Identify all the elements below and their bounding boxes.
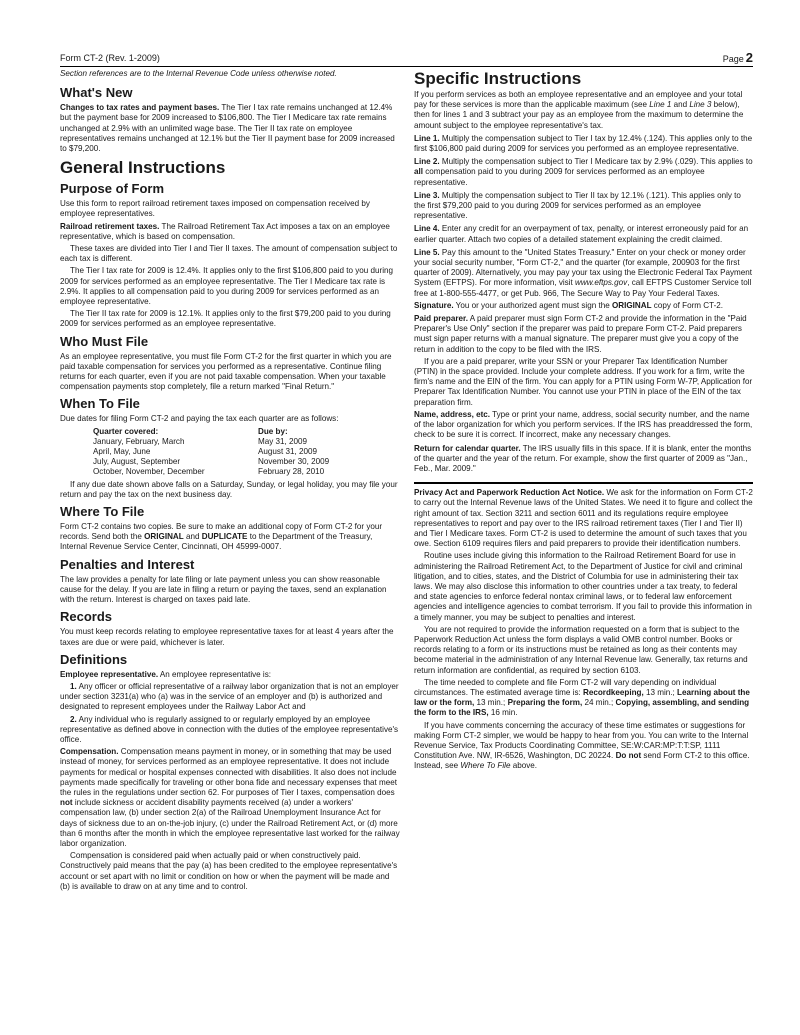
paid-preparer: Paid preparer. A paid preparer must sign Form CT-2 and provide the information in the "Paid Preparer's Use Only" section if the preparer was paid to prepare Form CT-2. Paid preparers must sign paper returns with a manual signature. The preparer must give you a copy of the return in addition to the copy to be filed with the IRS.	[414, 314, 747, 354]
definitions-heading: Definitions	[60, 651, 128, 667]
whats-new-text: Changes to tax rates and payment bases. The Tier I tax rate remains unchanged at 12.4% but the payment base for 2009 increased to $106,800. The Tier I Medicare tax rate remains unchanged at 2.9% with an unlimited wage base. The Tier II tax rate on employee representatives remains unchanged at 12.1% but the Tier II payment base for 2009 increased to $79,200.	[60, 103, 395, 154]
section-reference-note: Section references are to the Internal Revenue Code unless otherwise noted.	[60, 69, 337, 78]
specific-intro: If you perform services as both an employee representative and an employee and your total pay for these services is more than the applicable maximum (see Line 1 and Line 3 below), then for lines 1 and 3 subtract your pay as an employee from the maximum to determine the amount subject to the employee representative's tax.	[414, 90, 744, 130]
purpose-heading: Purpose of Form	[60, 181, 165, 197]
constructive-payment: Compensation is considered paid when actually paid or when constructively paid. Constructively paid means that the pay (a) has been credited to the employee representative's account or set apart with no limit or condition on how or when the payment will be made and (b) is available to draw on at any time and to control.	[60, 851, 398, 891]
line-2: Line 2. Multiply the compensation subject to Tier I Medicare tax by 2.9% (.029). This applies to all compensation paid to you during 2009 for services performed as an employee representative.	[414, 157, 753, 187]
purpose-p3: These taxes are divided into Tier I and Tier II taxes. The amount of compensation subject to each tax is different.	[60, 244, 398, 264]
right-column	[414, 69, 753, 774]
compensation-def: Compensation. Compensation means payment in money, or in something that may be used instead of money, for services performed as an employee representative. It does not include payments for medical or hospital expenses connected with disabilities. It also does not include payments made specifically for traveling or other bona fide and necessary expenses that meet the rules in the regulations under section 62. For purposes of Tier I taxes, compensation does not include sickness or accident disability payments received (a) under a workers' compensation law, (b) under section 2(a) of the Railroad Unemployment Insurance Act for days of sickness due to an on-the-job injury, (c) under the Railroad Retirement Act, or (d) more than 6 months after the month in which the employee representative last worked for the railway labor organization.	[60, 747, 400, 848]
where-to-file-text: Form CT-2 contains two copies. Be sure to make an additional copy of Form CT-2 for your records. Send both the ORIGINAL and DUPLICATE to the Department of the Treasury, Internal Revenue Service Center, Cincinnati, OH 45999-0007.	[60, 522, 383, 552]
table-row: January, February, March May 31, 2009	[93, 436, 308, 446]
table-row: July, August, September November 30, 2009	[93, 456, 330, 466]
due-date-table: Quarter covered: Due by: January, February, March May 31, 2009 April, May, June August 31, 2009 July, August, September November 30, 2009 October, November, December February 28, 2010	[93, 427, 343, 477]
employee-rep-def: Employee representative. An employee representative is:	[60, 669, 272, 679]
line-1: Line 1. Multiply the compensation subject to Tier I tax by 12.4% (.124). This applies only to the first $106,800 paid during 2009 for services you performed as an employee representative.	[414, 133, 753, 154]
when-to-file-intro: Due dates for filing Form CT-2 and paying the tax each quarter are as follows:	[60, 414, 339, 424]
specific-instructions-heading: Specific Instructions	[414, 69, 582, 88]
when-to-file-heading: When To File	[60, 396, 140, 412]
when-to-file-after: If any due date shown above falls on a Saturday, Sunday, or legal holiday, you may file your return and pay the tax on the next business day.	[60, 479, 398, 499]
paid-preparer-2: If you are a paid preparer, write your SSN or your Preparer Tax Identification Number (PTIN) in the space provided. Include your complete address. If you work for a firm, write the firm's name and the EIN of the firm. You can apply for a PTIN using Form W-7P, Application for Preparer Tax Identification Number. You cannot use your PTIN in place of the EIN of the tax preparation firm.	[414, 356, 753, 407]
purpose-p5: The Tier II tax rate for 2009 is 12.1%. It applies only to the first $79,200 paid to you during 2009 for services performed as an employee representative.	[60, 309, 391, 329]
not-required: You are not required to provide the information requested on a form that is subject to the Paperwork Reduction Act unless the form displays a valid OMB control number. Books or records relating to a form or its instructions must be retained as long as their contents may become material in the administration of any Internal Revenue law. Generally, tax returns and return information are confidential, as required by section 6103.	[414, 624, 748, 675]
penalties-heading: Penalties and Interest	[60, 556, 195, 572]
records-heading: Records	[60, 609, 113, 625]
whats-new-heading: What's New	[60, 85, 133, 101]
penalties-text: The law provides a penalty for late filing or late payment unless you can show reasonable cause for the delay. If you are late in filing a return or paying the taxes, send an explanation with the return. Interest is charged on taxes paid late.	[60, 574, 387, 605]
definition-item-1: 1. Any officer or official representative of a railway labor organization that is not an employer under section 3231(a) who (a) was in the service of an employer and (b) is authorized and designated to represent employees under the Railway Labor Act and	[60, 681, 399, 712]
table-row: April, May, June August 31, 2009	[93, 446, 317, 456]
signature: Signature. You or your authorized agent must sign the ORIGINAL copy of Form CT-2.	[414, 300, 724, 310]
routine-uses: Routine uses include giving this information to the Railroad Retirement Board for use in administering the Railroad Retirement Act, to the Department of Justice for civil and criminal litigation, and to cities, states, and the District of Columbia for use in administering their tax laws. We may also disclose this information to other countries under a tax treaty, to federal and state agencies to enforce federal nontax criminal laws, or to federal law enforcement agencies and intelligence agencies to combat terrorism. If you fail to provide this information in a timely manner, you may be subject to penalties and interest.	[414, 551, 752, 622]
page-number: Page 2	[722, 50, 753, 65]
return-quarter: Return for calendar quarter. The IRS usually fills in this space. If it is blank, enter the months of the quarter and the year of the return. For example, show the first quarter of 2009 as "Jan., Feb., Mar. 2009."	[414, 443, 752, 473]
comments: If you have comments concerning the accuracy of these time estimates or suggestions for making Form CT-2 simpler, we would be happy to hear from you. You can write to the Internal Revenue Service, Tax Products Coordinating Committee, SE:W:CAR:MP:T:T:SP, 1111 Constitution Ave. NW, IR-6526, Washington, DC 20224. Do not send Form CT-2 to this office. Instead, see Where To File above.	[414, 720, 750, 771]
who-must-file-text: As an employee representative, you must file Form CT-2 for the first quarter in which you are paid taxable compensation for services you performed as a representative. Continue filing returns for each quarter, even if you are not paid taxable compensation. When your taxable compensation payments stop completely, file a return marked "Final Return."	[60, 351, 392, 392]
left-column	[60, 69, 400, 894]
line-5: Line 5. Pay this amount to the "United States Treasury." Enter on your check or money order your social security number, "Form CT-2," and the quarter (for example, 200903 for the first quarter of 2009). Alternatively, you may pay your tax using the Electronic Federal Tax Payment System (EFTPS). For more information, visit www.eftps.gov, call EFTPS Customer Service toll free at 1-800-555-4477, or get Pub. 966, The Secure Way to Pay Your Federal Taxes.	[414, 247, 753, 298]
privacy-notice: Privacy Act and Paperwork Reduction Act Notice. We ask for the information on Form CT-2 to carry out the Internal Revenue laws of the United States. We need it to figure and collect the right amount of tax. Section 3211 and section 6011 and its regulations require employee representatives to report and pay over to the IRS railroad retirement taxes (Tier I and Tier II) and Tier I Medicare taxes. Form CT-2 is used to determine the amount of such taxes that you owe. Section 6109 requires filers and paid preparers to provide their identification numbers.	[414, 488, 753, 549]
purpose-p2: Railroad retirement taxes. The Railroad Retirement Tax Act imposes a tax on an employee representative, which is based on compensation.	[60, 221, 390, 241]
form-id: Form CT-2 (Rev. 1-2009)	[60, 53, 160, 63]
purpose-p4: The Tier I tax rate for 2009 is 12.4%. It applies only to the first $106,800 paid to you during 2009 for services performed as an employee representative. The Tier I Medicare tax rate is 2.9%. It applies to all compensation paid to you during 2009 for services performed as an employee representative.	[60, 266, 394, 307]
records-text: You must keep records relating to employee representative taxes for at least 4 years after the taxes are due or were paid, whichever is later.	[60, 627, 394, 647]
section-divider	[414, 482, 753, 484]
line-4: Line 4. Enter any credit for an overpayment of tax, penalty, or interest erroneously paid for an earlier quarter. Attach two copies of a detailed statement explaining the credit claimed.	[414, 224, 749, 244]
table-row: October, November, December February 28, 2010	[93, 466, 325, 476]
time-estimate: The time needed to complete and file Form CT-2 will vary depending on individual circumstances. The estimated average time is: Recordkeeping, 13 min.; Learning about the law or the form, 13 min.; Preparing the form, 24 min.; Copying, assembling, and sending the form to the IRS, 16 min.	[414, 677, 750, 718]
who-must-file-heading: Who Must File	[60, 333, 149, 349]
general-instructions-heading: General Instructions	[60, 158, 226, 178]
name-address: Name, address, etc. Type or print your name, address, social security number, and the name of the labor organization for which you perform services. If the IRS has preaddressed the form, check to be sure it is correct. If incorrect, make any necessary changes.	[414, 409, 753, 440]
definition-item-2: 2. Any individual who is regularly assigned to or regularly employed by an employee representative as defined above in connection with the duties of the employee representative's office.	[60, 714, 399, 744]
page-header	[60, 52, 753, 67]
line-3: Line 3. Multiply the compensation subject to Tier II tax by 12.1% (.121). This applies only to the first $79,200 paid to you during 2009 for services performed as an employee representative.	[414, 190, 741, 221]
purpose-p1: Use this form to report railroad retirement taxes imposed on compensation received by employee representatives.	[60, 199, 370, 219]
where-to-file-heading: Where To File	[60, 504, 145, 520]
